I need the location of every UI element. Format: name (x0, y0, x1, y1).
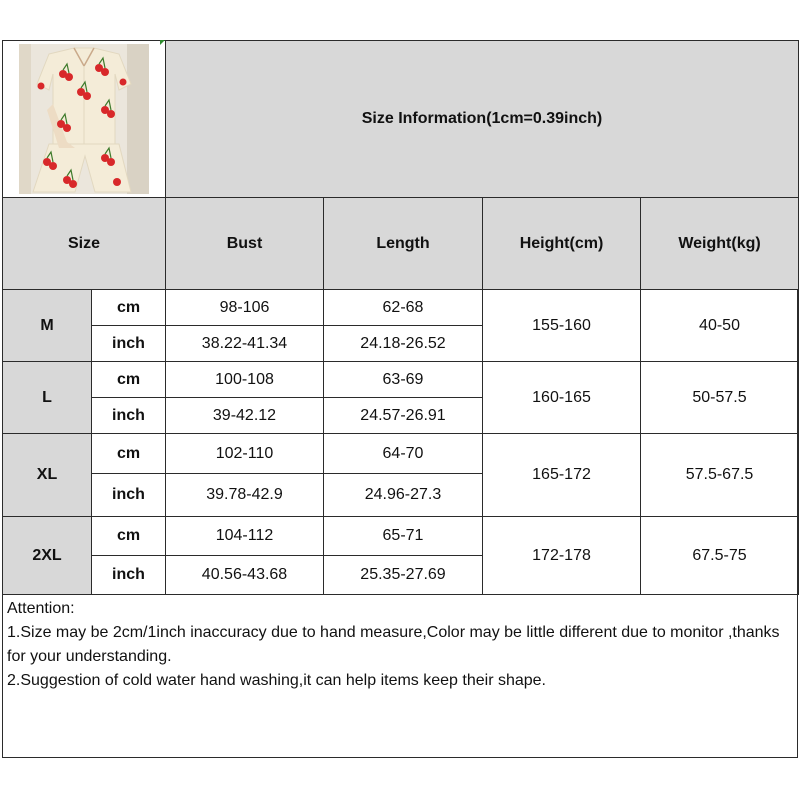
unit-label: cm (92, 434, 166, 474)
height-cell: 155-160 (483, 290, 641, 362)
unit-label: cm (92, 290, 166, 326)
unit-label: cm (92, 362, 166, 398)
size-chart-table (2, 40, 799, 595)
weight-cell: 57.5-67.5 (641, 434, 799, 517)
table-row (3, 434, 799, 474)
size-label: XL (3, 434, 92, 517)
unit-label: inch (92, 326, 166, 362)
length-cell: 62-68 (324, 290, 483, 326)
attention-notes (2, 595, 798, 758)
corner-marker (160, 40, 165, 45)
height-cell: 172-178 (483, 517, 641, 595)
chart-title: Size Information(1cm=0.39inch) (166, 41, 799, 198)
header-size: Size (3, 198, 166, 290)
length-cell: 25.35-27.69 (324, 556, 483, 595)
bust-cell: 39-42.12 (166, 398, 324, 434)
length-cell: 63-69 (324, 362, 483, 398)
bust-cell: 40.56-43.68 (166, 556, 324, 595)
unit-label: inch (92, 474, 166, 517)
length-cell: 24.57-26.91 (324, 398, 483, 434)
bust-cell: 38.22-41.34 (166, 326, 324, 362)
height-cell: 160-165 (483, 362, 641, 434)
size-label: M (3, 290, 92, 362)
note-line-1: 1.Size may be 2cm/1inch inaccuracy due to hand measure,Color may be little different due to monitor ,thanks for your understanding. (7, 624, 780, 665)
unit-label: cm (92, 517, 166, 556)
bust-cell: 104-112 (166, 517, 324, 556)
note-line-2: 2.Suggestion of cold water hand washing,it can help items keep their shape. (7, 672, 546, 689)
length-cell: 64-70 (324, 434, 483, 474)
height-cell: 165-172 (483, 434, 641, 517)
header-bust: Bust (166, 198, 324, 290)
bust-cell: 100-108 (166, 362, 324, 398)
header-weight: Weight(kg) (641, 198, 799, 290)
size-label: 2XL (3, 517, 92, 595)
header-height: Height(cm) (483, 198, 641, 290)
weight-cell: 40-50 (641, 290, 799, 362)
product-photo (19, 44, 149, 194)
table-row (3, 290, 799, 326)
unit-label: inch (92, 556, 166, 595)
weight-cell: 67.5-75 (641, 517, 799, 595)
size-label: L (3, 362, 92, 434)
length-cell: 24.96-27.3 (324, 474, 483, 517)
length-cell: 24.18-26.52 (324, 326, 483, 362)
length-cell: 65-71 (324, 517, 483, 556)
table-row (3, 517, 799, 556)
table-row (3, 362, 799, 398)
product-photo-cell (3, 41, 166, 198)
notes-heading: Attention: (7, 600, 75, 617)
header-length: Length (324, 198, 483, 290)
bust-cell: 98-106 (166, 290, 324, 326)
weight-cell: 50-57.5 (641, 362, 799, 434)
unit-label: inch (92, 398, 166, 434)
bust-cell: 102-110 (166, 434, 324, 474)
bust-cell: 39.78-42.9 (166, 474, 324, 517)
